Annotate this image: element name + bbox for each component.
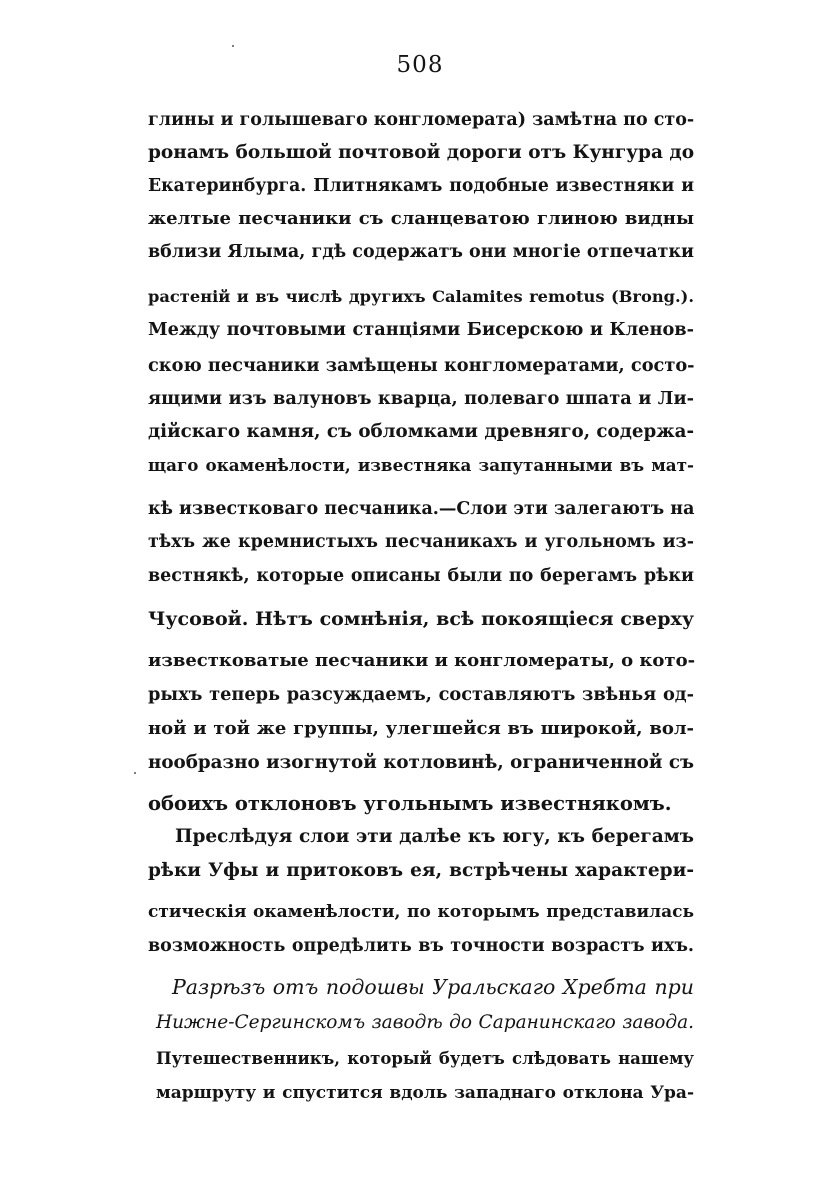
text-line: Между почтовыми станцiями Бисерскою и Кленов- — [148, 319, 694, 340]
text-line: растенiй и въ числѣ другихъ Calamites remotus (Brong.). — [148, 287, 694, 306]
text-line: вблизи Ялыма, гдѣ содержатъ они многiе отпечатки — [148, 242, 694, 262]
text-line: обоихъ отклоновъ угольнымъ известнякомъ. — [148, 792, 672, 815]
text-line: ронамъ большой почтовой дороги отъ Кунгура до — [148, 142, 695, 163]
text-line: кѣ известковаго песчаника.—Слои эти залегаютъ на — [148, 499, 695, 519]
text-line: Преслѣдуя слои эти далѣе къ югу, къ берегамъ — [175, 826, 694, 847]
scan-speck — [134, 772, 136, 774]
text-line: рѣки Уфы и притоковъ ея, встрѣчены характери- — [148, 860, 694, 881]
heading-line: Нижне-Сергинскомъ заводѣ до Саранинскаго завода. — [156, 1012, 694, 1033]
text-line: возможность опредѣлить въ точности возрастъ ихъ. — [148, 936, 694, 956]
text-line: Чусовой. Нѣтъ сомнѣнiя, всѣ покоящiеся сверху — [148, 608, 694, 630]
text-line: нообразно изогнутой котловинѣ, ограниченной съ — [148, 752, 694, 773]
text-line: ной и той же группы, улегшейся въ широкой, вол- — [148, 718, 694, 739]
text-line: дiйскаго камня, съ обломками древняго, содержа- — [148, 421, 695, 442]
text-line: ящими изъ валуновъ кварца, полеваго шпата и Ли- — [148, 388, 694, 409]
text-line: щаго окаменѣлости, известняка запутанными въ мат- — [148, 455, 694, 475]
scan-speck — [232, 45, 234, 47]
text-line: Путешественникъ, который будетъ слѣдовать нашему — [156, 1049, 694, 1068]
page-number: 508 — [396, 52, 444, 78]
text-line: скою песчаники замѣщены конгломератами, состо- — [148, 355, 695, 376]
text-line: глины и голышеваго конгломерата) замѣтна по сто- — [148, 110, 695, 130]
text-line: вестнякѣ, которые описаны были по берегамъ рѣки — [148, 566, 694, 586]
text-line: стическiя окаменѣлости, по которымъ представилась — [148, 902, 694, 922]
heading-line: Разрѣзъ отъ подошвы Уральскаго Хребта при — [172, 975, 694, 999]
text-line: Екатеринбурга. Плитнякамъ подобные известняки и — [148, 176, 694, 196]
text-line: желтые песчаники съ сланцеватою глиною видны — [148, 208, 694, 229]
text-line: известковатые песчаники и конгломераты, о кото- — [148, 650, 696, 671]
text-line: маршруту и спустится вдоль западнаго отклона Ура- — [156, 1083, 694, 1103]
text-line: рыхъ теперь разсуждаемъ, составляютъ звѣнья од- — [148, 684, 694, 705]
text-line: тѣхъ же кремнистыхъ песчаникахъ и угольномъ из- — [148, 532, 694, 552]
